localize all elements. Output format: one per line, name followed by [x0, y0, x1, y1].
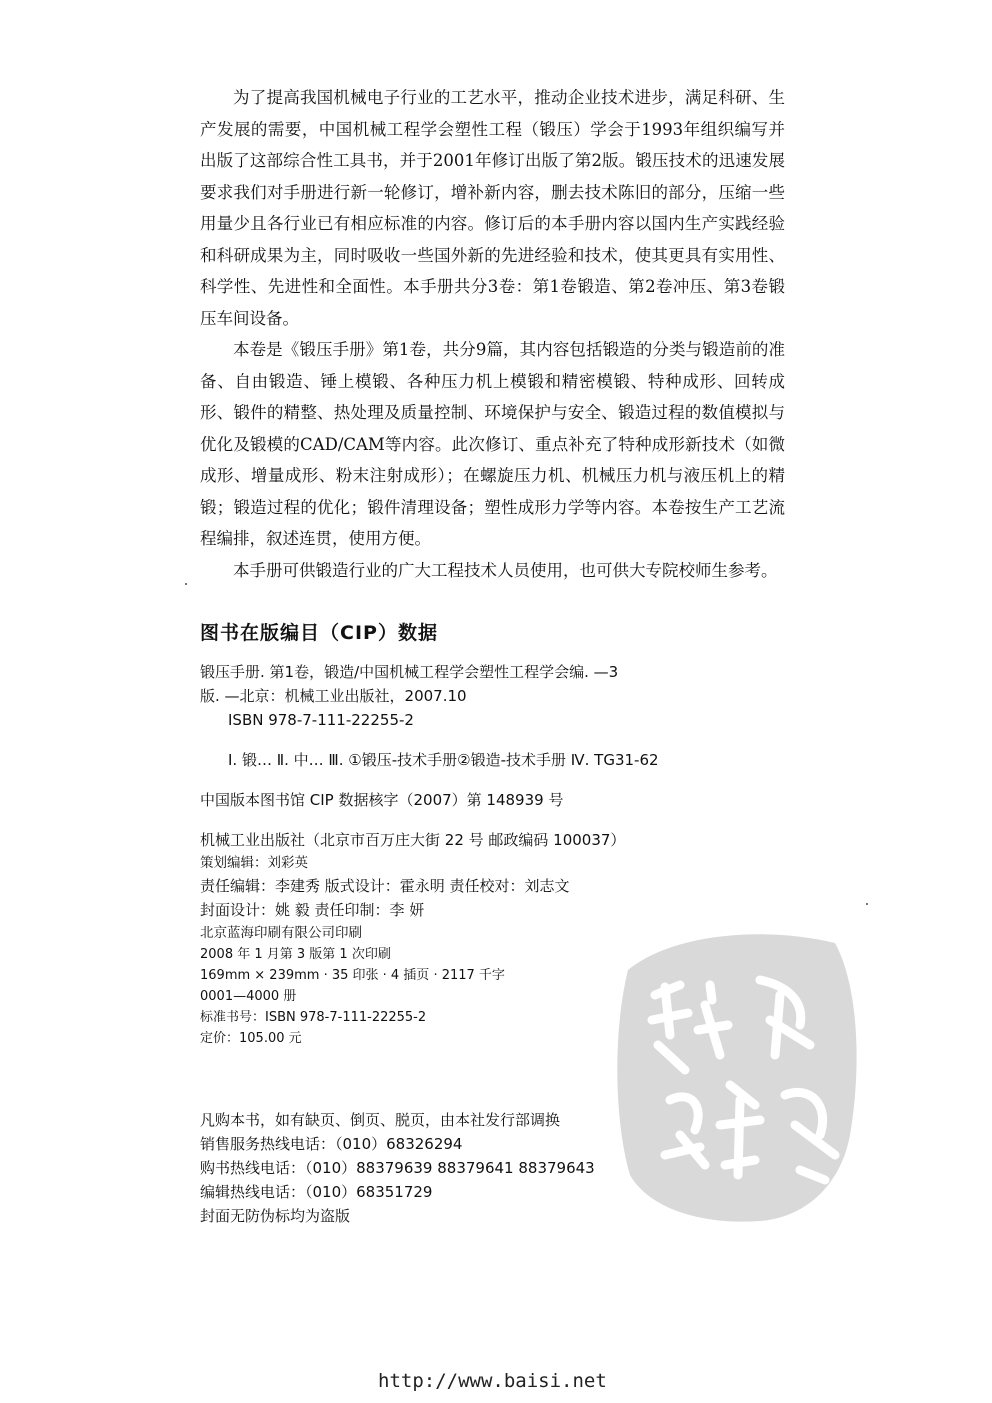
scan-speck	[185, 583, 187, 585]
imprint-staff: 责任编辑：李建秀 版式设计：霍永明 责任校对：刘志文	[200, 877, 570, 895]
imprint-edition: 2008 年 1 月第 3 版第 1 次印刷	[200, 947, 391, 962]
cip-heading: 图书在版编目（CIP）数据	[200, 622, 438, 644]
notice-line-4: 编辑热线电话：（010）68351729	[200, 1183, 433, 1201]
cip-entry-line-1: 锻压手册. 第1卷，锻造/中国机械工程学会塑性工程学会编. —3	[200, 663, 619, 681]
imprint-standard-no: 标准书号：ISBN 978-7-111-22255-2	[200, 1010, 427, 1025]
imprint-planning-editor: 策划编辑：刘彩英	[200, 855, 308, 871]
intro-paragraph-2: 本卷是《锻压手册》第1卷，共分9篇，其内容包括锻造的分类与锻造前的准备、自由锻造、锤上模锻、各种压力机上模锻和精密模锻、特种成形、回转成形、锻件的精整、热处理及质量控制、环境保护与安全、锻造过程的数值模拟与优化及锻模的CAD/CAM等内容。此次修订、重点补充了特种成形新技术（如微成形、增量成形、粉末注射成形）；在螺旋压力机、机械压力机与液压机上的精锻；锻造过程的优化；锻件清理设备；塑性成形力学等内容。本卷按生产工艺流程编排，叙述连贯，使用方便。	[200, 340, 785, 548]
imprint-price: 定价：105.00 元	[200, 1031, 302, 1046]
scan-speck	[866, 903, 868, 905]
intro-text	[200, 82, 785, 586]
cip-subjects: Ⅰ. 锻… Ⅱ. 中… Ⅲ. ①锻压-技术手册②锻造-技术手册 Ⅳ. TG31-62	[228, 751, 659, 769]
imprint-printer: 北京蓝海印刷有限公司印刷	[200, 925, 362, 941]
intro-paragraph-1: 为了提高我国机械电子行业的工艺水平，推动企业技术进步，满足科研、生产发展的需要，中国机械工程学会塑性工程（锻压）学会于1993年组织编写并出版了这部综合性工具书，并于2001年修订出版了第2版。锻压技术的迅速发展要求我们对手册进行新一轮修订，增补新内容，删去技术陈旧的部分，压缩一些用量少且各行业已有相应标准的内容。修订后的本手册内容以国内生产实践经验和科研成果为主，同时吸收一些国外新的先进经验和技术，使其更具有实用性、科学性、先进性和全面性。本手册共分3卷：第1卷锻造、第2卷冲压、第3卷锻压车间设备。	[200, 88, 785, 328]
notice-block	[200, 1108, 595, 1228]
imprint-copies: 0001—4000 册	[200, 989, 297, 1004]
imprint-cover: 封面设计：姚 毅 责任印制：李 妍	[200, 901, 425, 919]
notice-line-1: 凡购本书，如有缺页、倒页、脱页，由本社发行部调换	[200, 1111, 561, 1129]
imprint-format: 169mm × 239mm · 35 印张 · 4 插页 · 2117 千字	[200, 968, 505, 983]
footer-url: http://www.baisi.net	[378, 1370, 607, 1392]
notice-line-5: 封面无防伪标均为盗版	[200, 1207, 351, 1225]
imprint-publisher: 机械工业出版社（北京市百万庄大街 22 号 邮政编码 100037）	[200, 831, 626, 849]
seal-stamp-icon	[610, 925, 865, 1225]
intro-paragraph-3: 本手册可供锻造行业的广大工程技术人员使用，也可供大专院校师生参考。	[233, 560, 778, 580]
cip-approval: 中国版本图书馆 CIP 数据核字（2007）第 148939 号	[200, 791, 564, 809]
cip-entry-line-2: 版. —北京：机械工业出版社，2007.10	[200, 687, 467, 705]
notice-line-2: 销售服务热线电话：（010）68326294	[200, 1135, 463, 1153]
cip-isbn: ISBN 978-7-111-22255-2	[228, 711, 414, 729]
notice-line-3: 购书热线电话：（010）88379639 88379641 88379643	[200, 1159, 595, 1177]
